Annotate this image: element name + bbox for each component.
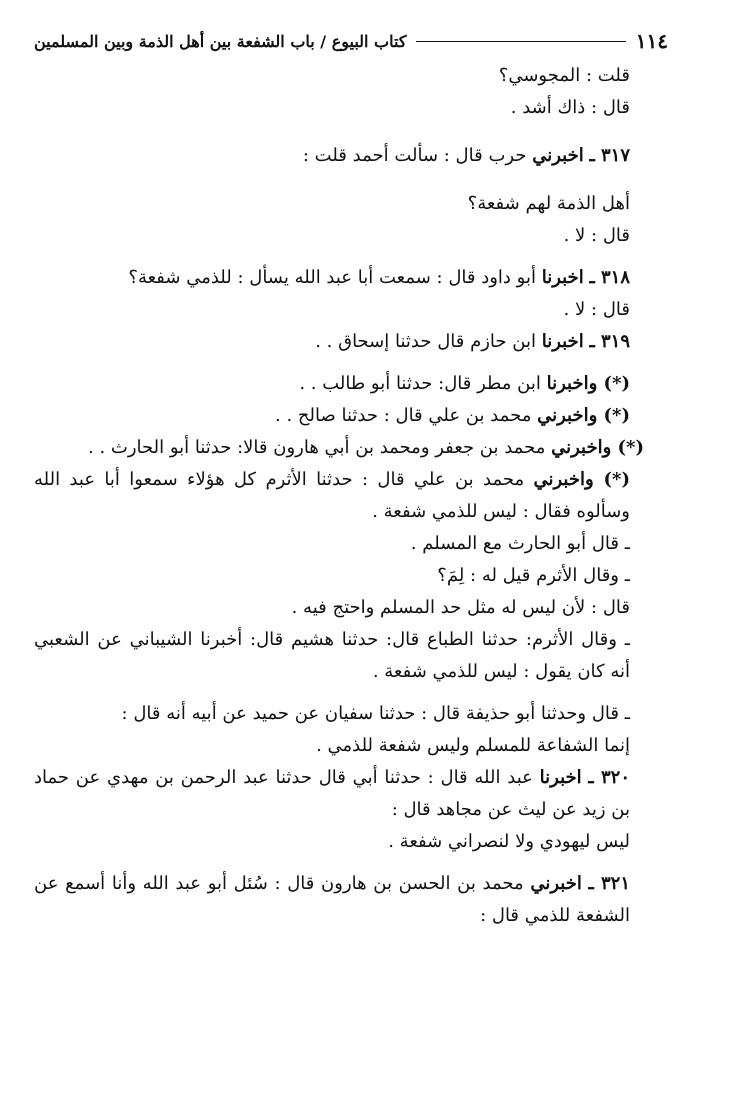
chain-keyword: (*) واخبرنا	[546, 373, 630, 394]
text-line: قلت : المجوسي؟	[498, 65, 630, 86]
narration-text: حرب قال : سألت أحمد قلت :	[302, 145, 533, 166]
text-line: أهل الذمة لهم شفعة؟	[467, 193, 630, 214]
narration-keyword: اخبرني	[530, 873, 582, 894]
narration-318	[34, 262, 630, 294]
text-line: ـ وقال الأثرم قيل له : لِمَ؟	[437, 565, 630, 586]
text-line: قال : لا .	[563, 299, 630, 320]
chain-text: ابن مطر قال: حدثنا أبو طالب . .	[299, 373, 547, 394]
narration-317	[34, 140, 630, 172]
chain-keyword: (*) واخبرني	[551, 437, 644, 458]
page-number: ١١٤	[635, 29, 668, 53]
text-line: ليس ليهودي ولا لنصراني شفعة .	[388, 831, 630, 852]
narration-text: محمد بن الحسن بن هارون قال : سُئل أبو عبد الله وأنا أسمع عن الشفعة للذمي قال :	[34, 873, 630, 926]
narration-number: ٣١٧ ـ	[589, 145, 630, 166]
text-line: قال : لا .	[563, 225, 630, 246]
text-line: قال : لأن ليس له مثل حد المسلم واحتج فيه .	[291, 597, 630, 618]
chain-keyword: (*) واخبرني	[533, 469, 630, 490]
running-header	[34, 28, 668, 54]
page-body	[34, 60, 644, 932]
chain-text: محمد بن علي قال : حدثنا صالح . .	[275, 405, 538, 426]
narration-text: أبو داود قال : سمعت أبا عبد الله يسأل : للذمي شفعة؟	[128, 267, 542, 288]
chain-keyword: (*) واخبرني	[537, 405, 630, 426]
narration-number: ٣٢٠ ـ	[588, 767, 630, 788]
text-line: ـ قال أبو الحارث مع المسلم .	[410, 533, 630, 554]
chain-line	[34, 464, 630, 528]
narration-keyword: اخبرنا	[539, 767, 582, 788]
narration-number: ٣١٨ ـ	[589, 267, 630, 288]
text-line: إنما الشفاعة للمسلم وليس شفعة للذمي .	[316, 735, 630, 756]
text-line: قال : ذاك أشد .	[510, 97, 630, 118]
chain-text: محمد بن جعفر ومحمد بن أبي هارون قالا: حدثنا أبو الحارث . .	[88, 437, 552, 458]
text-paragraph: ـ وقال الأثرم: حدثنا الطباع قال: حدثنا هشيم قال: أخبرنا الشيباني عن الشعبي أنه كان يقول : ليس للذمي شفعة .	[34, 629, 630, 682]
narration-321	[34, 868, 630, 932]
narration-text: عبد الله قال : حدثنا أبي قال حدثنا عبد الرحمن بن مهدي عن حماد بن زيد عن ليث عن مجاهد قال :	[34, 767, 630, 820]
narration-keyword: اخبرنا	[541, 267, 584, 288]
narration-text: ابن حازم قال حدثنا إسحاق . .	[315, 331, 542, 352]
chain-line	[34, 368, 630, 400]
chain-line	[34, 400, 630, 432]
narration-319	[34, 326, 630, 358]
narration-keyword: اخبرني	[532, 145, 584, 166]
header-title: كتاب البيوع / باب الشفعة بين أهل الذمة وبين المسلمين	[34, 31, 407, 51]
narration-number: ٣٢١ ـ	[588, 873, 630, 894]
chain-text: محمد بن علي قال : حدثنا الأثرم كل هؤلاء سمعوا أبا عبد الله وسألوه فقال : ليس للذمي شفعة .	[34, 469, 630, 522]
text-line: ـ قال وحدثنا أبو حذيفة قال : حدثنا سفيان عن حميد عن أبيه أنه قال :	[121, 703, 630, 724]
narration-320	[34, 762, 630, 826]
header-rule	[416, 41, 625, 42]
chain-line	[34, 432, 644, 464]
narration-number: ٣١٩ ـ	[589, 331, 630, 352]
narration-keyword: اخبرنا	[541, 331, 584, 352]
